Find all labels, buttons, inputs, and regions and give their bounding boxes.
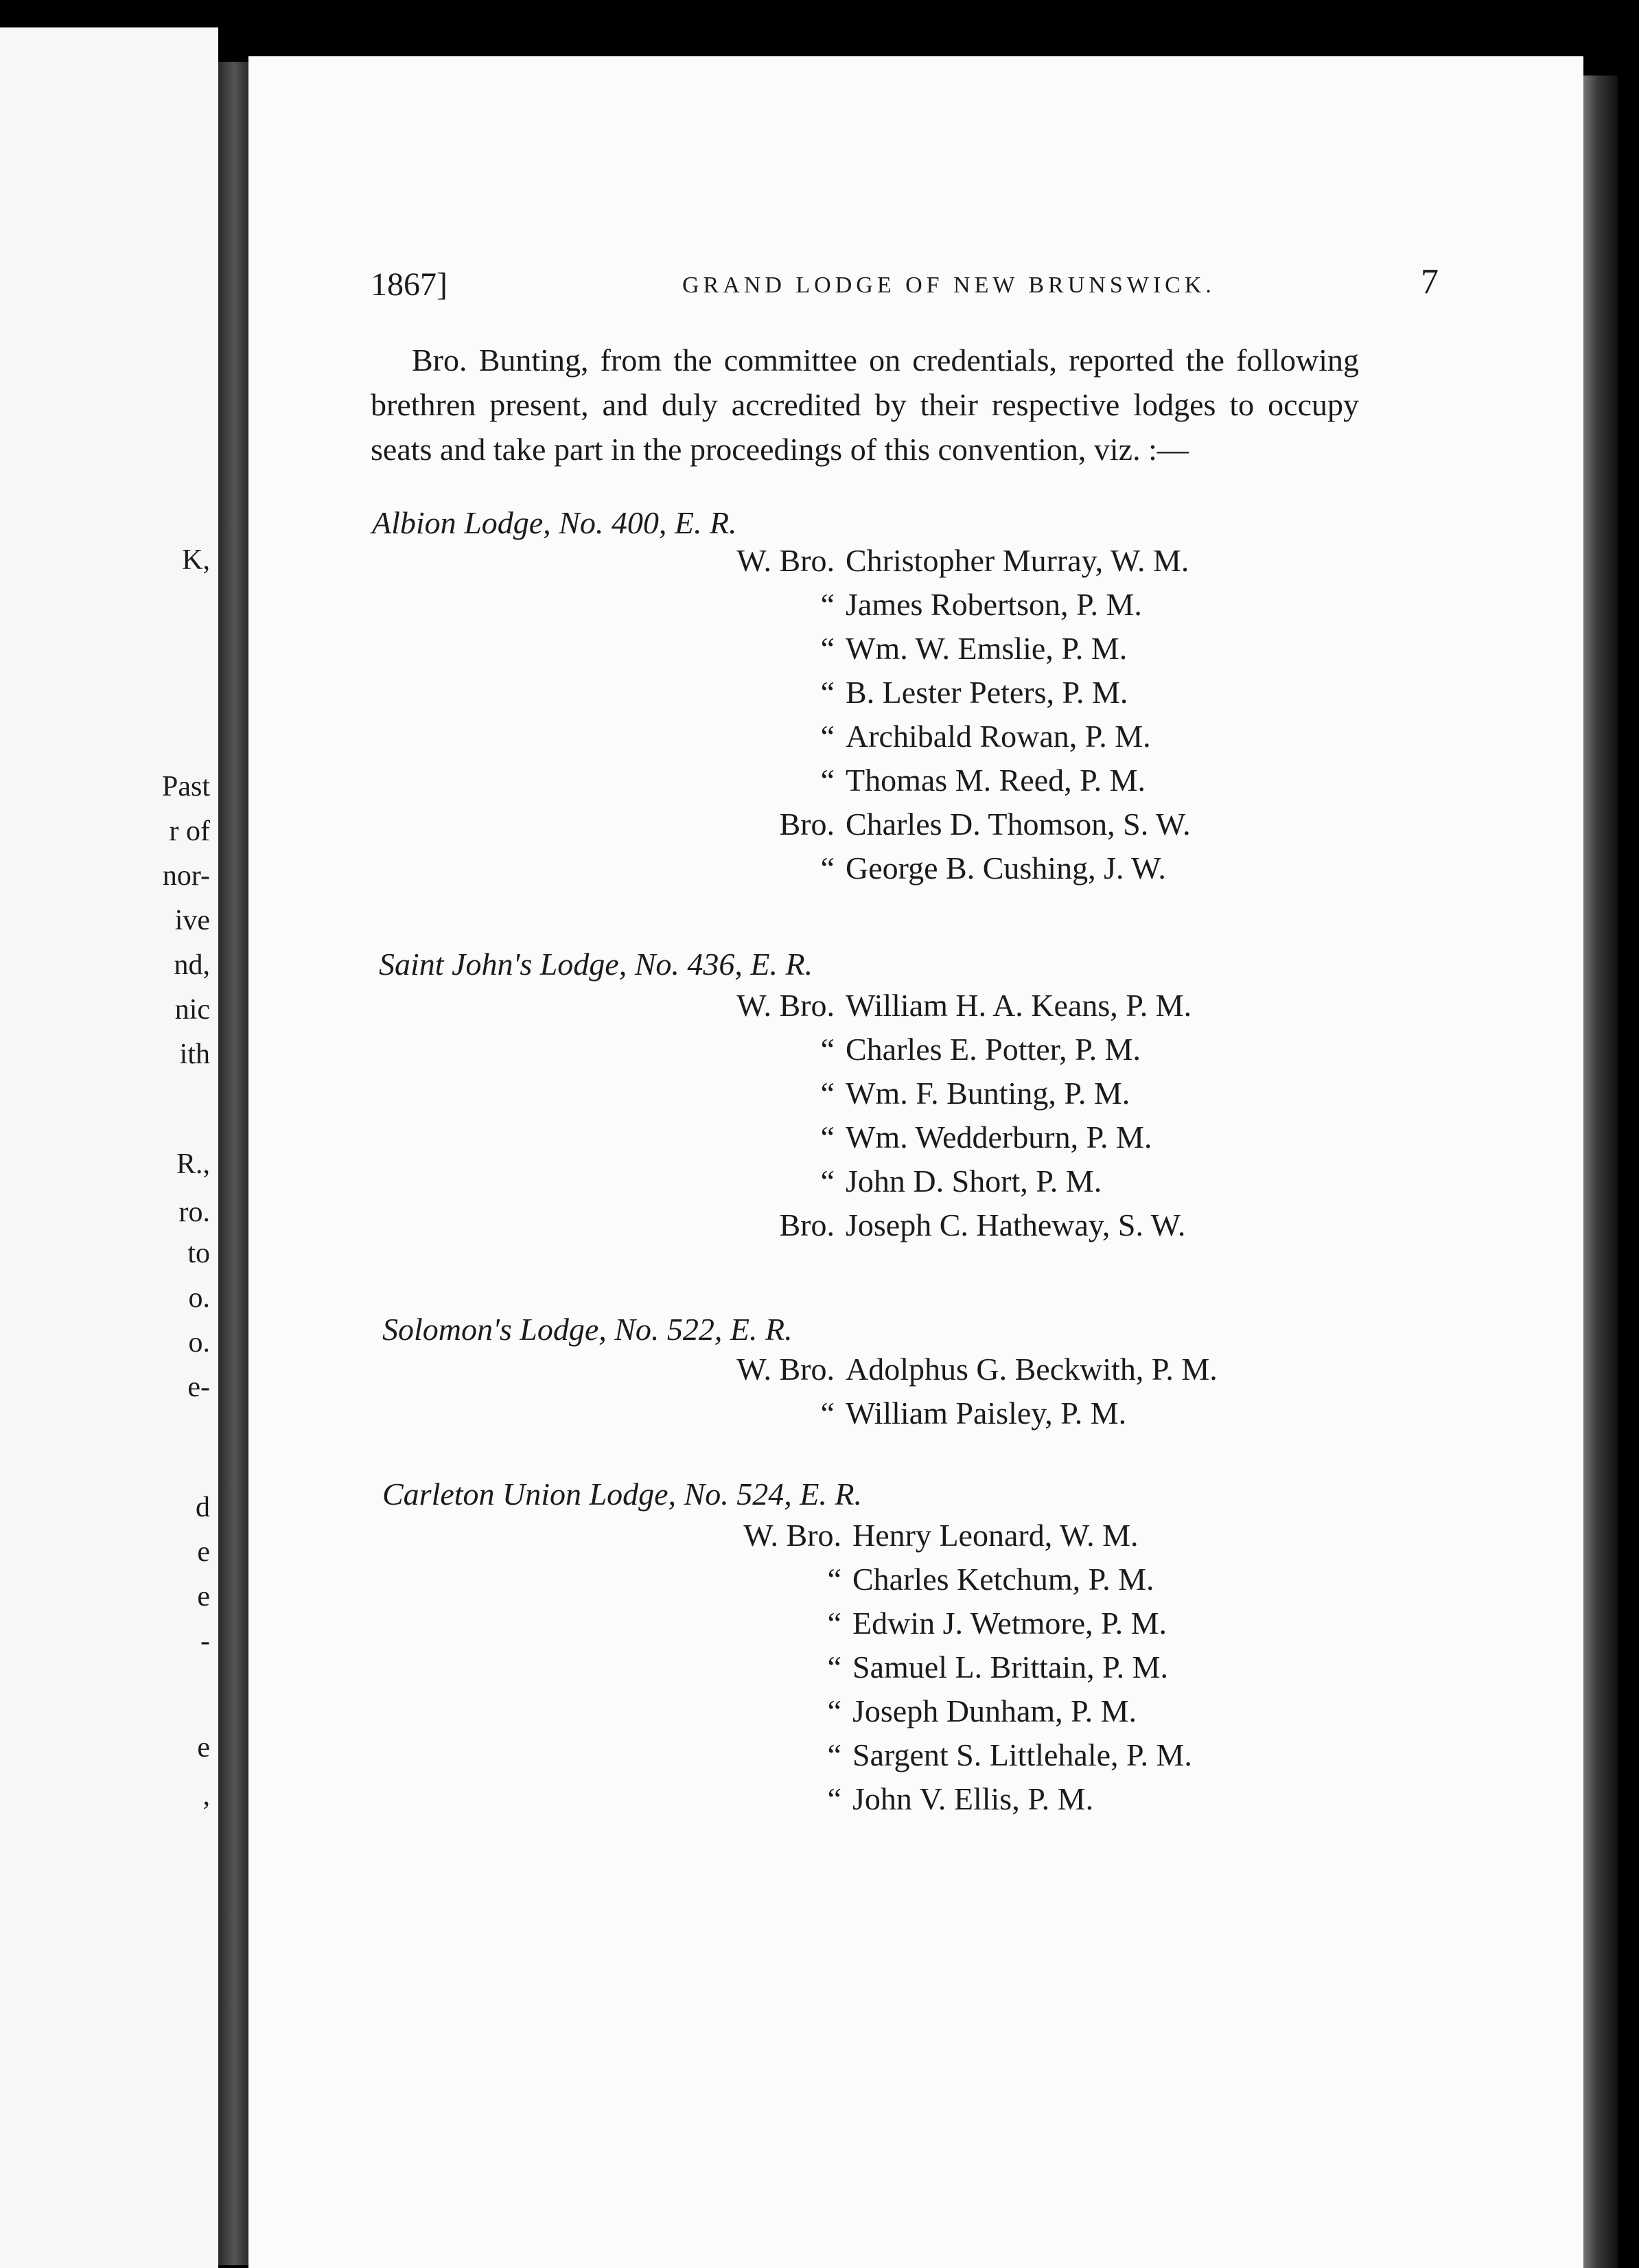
member-name: George B. Cushing, J. W.	[846, 850, 1166, 886]
left-page-fragment: ive	[174, 905, 210, 936]
member-rank: “	[827, 1737, 841, 1772]
book-page	[248, 56, 1583, 2268]
member-name: Adolphus G. Beckwith, P. M.	[846, 1352, 1218, 1387]
member-name: William Paisley, P. M.	[846, 1396, 1127, 1431]
left-page-fragment: nor-	[162, 860, 210, 892]
member-name: Thomas M. Reed, P. M.	[846, 763, 1146, 798]
member-rank: Bro.	[779, 807, 835, 842]
member-rank: “	[827, 1562, 841, 1597]
left-page-fragment: ith	[179, 1039, 210, 1070]
member-name: James Robertson, P. M.	[846, 587, 1142, 622]
page-number: 7	[1421, 262, 1439, 301]
member-name: Joseph Dunham, P. M.	[852, 1693, 1137, 1728]
member-rank: “	[820, 631, 835, 666]
member-rank: “	[820, 1032, 835, 1067]
left-page-fragment: -	[200, 1625, 210, 1657]
member-rank: W. Bro.	[743, 1518, 841, 1553]
member-rank: “	[827, 1650, 841, 1685]
lodge-heading: Saint John's Lodge, No. 436, E. R.	[379, 947, 813, 982]
left-page-fragment: to	[187, 1238, 210, 1269]
intro-paragraph	[371, 338, 1359, 472]
member-name: Henry Leonard, W. M.	[852, 1518, 1139, 1553]
member-rank: “	[820, 1076, 835, 1111]
member-name: Christopher Murray, W. M.	[846, 543, 1189, 578]
member-name: Wm. W. Emslie, P. M.	[846, 631, 1128, 666]
member-name: William H. A. Keans, P. M.	[846, 988, 1192, 1023]
member-name: John V. Ellis, P. M.	[852, 1781, 1094, 1816]
member-name: Wm. Wedderburn, P. M.	[846, 1120, 1152, 1155]
member-rank: “	[820, 675, 835, 710]
member-rank: “	[820, 850, 835, 886]
left-page-fragment: nic	[174, 994, 210, 1026]
lodge-heading: Albion Lodge, No. 400, E. R.	[372, 505, 737, 540]
member-rank: Bro.	[779, 1207, 835, 1242]
member-rank: “	[820, 719, 835, 754]
left-facing-page	[0, 27, 218, 2268]
left-page-fragment: o.	[188, 1327, 210, 1358]
left-page-fragment: e	[197, 1536, 210, 1568]
member-name: Charles E. Potter, P. M.	[846, 1032, 1141, 1067]
member-rank: “	[820, 587, 835, 622]
intro-text: Bro. Bunting, from the committee on credentials, reported the following brethren present, and duly accredited by their respective lodges to occupy seats and take part in the proceedings of this convention, viz. :—	[371, 343, 1359, 467]
member-rank: W. Bro.	[736, 988, 835, 1023]
page-edge	[1583, 76, 1618, 2268]
member-rank: “	[827, 1693, 841, 1728]
left-page-fragment: Past	[161, 771, 210, 802]
member-name: Sargent S. Littlehale, P. M.	[852, 1737, 1192, 1772]
member-rank: W. Bro.	[736, 1352, 835, 1387]
member-name: Edwin J. Wetmore, P. M.	[852, 1606, 1167, 1641]
member-name: John D. Short, P. M.	[846, 1164, 1102, 1199]
lodge-heading: Carleton Union Lodge, No. 524, E. R.	[382, 1477, 862, 1512]
left-page-fragment: ro.	[178, 1196, 210, 1228]
left-page-fragment: e	[197, 1581, 210, 1612]
member-rank: “	[820, 1164, 835, 1199]
member-rank: “	[827, 1781, 841, 1816]
running-head-year: 1867]	[371, 266, 447, 303]
left-page-fragment: K,	[182, 544, 210, 576]
member-rank: W. Bro.	[736, 543, 835, 578]
member-name: Archibald Rowan, P. M.	[846, 719, 1151, 754]
running-head	[371, 262, 1579, 307]
lodge-heading: Solomon's Lodge, No. 522, E. R.	[382, 1312, 793, 1347]
left-page-fragment: ,	[202, 1780, 210, 1812]
left-page-fragment: e-	[187, 1372, 210, 1403]
member-name: B. Lester Peters, P. M.	[846, 675, 1128, 710]
left-page-fragment: d	[196, 1492, 210, 1523]
member-name: Charles D. Thomson, S. W.	[846, 807, 1191, 842]
left-page-fragment: R.,	[176, 1148, 210, 1180]
left-page-fragment: r of	[169, 815, 210, 847]
member-rank: “	[820, 1396, 835, 1431]
running-head-title: GRAND LODGE OF NEW BRUNSWICK.	[682, 273, 1216, 298]
member-rank: “	[820, 1120, 835, 1155]
member-name: Samuel L. Brittain, P. M.	[852, 1650, 1168, 1685]
member-name: Wm. F. Bunting, P. M.	[846, 1076, 1130, 1111]
member-name: Joseph C. Hatheway, S. W.	[846, 1207, 1186, 1242]
left-page-fragment: nd,	[174, 949, 210, 981]
left-page-fragment: e	[197, 1732, 210, 1763]
left-page-fragment: o.	[188, 1282, 210, 1314]
member-rank: “	[827, 1606, 841, 1641]
member-rank: “	[820, 763, 835, 798]
member-name: Charles Ketchum, P. M.	[852, 1562, 1154, 1597]
